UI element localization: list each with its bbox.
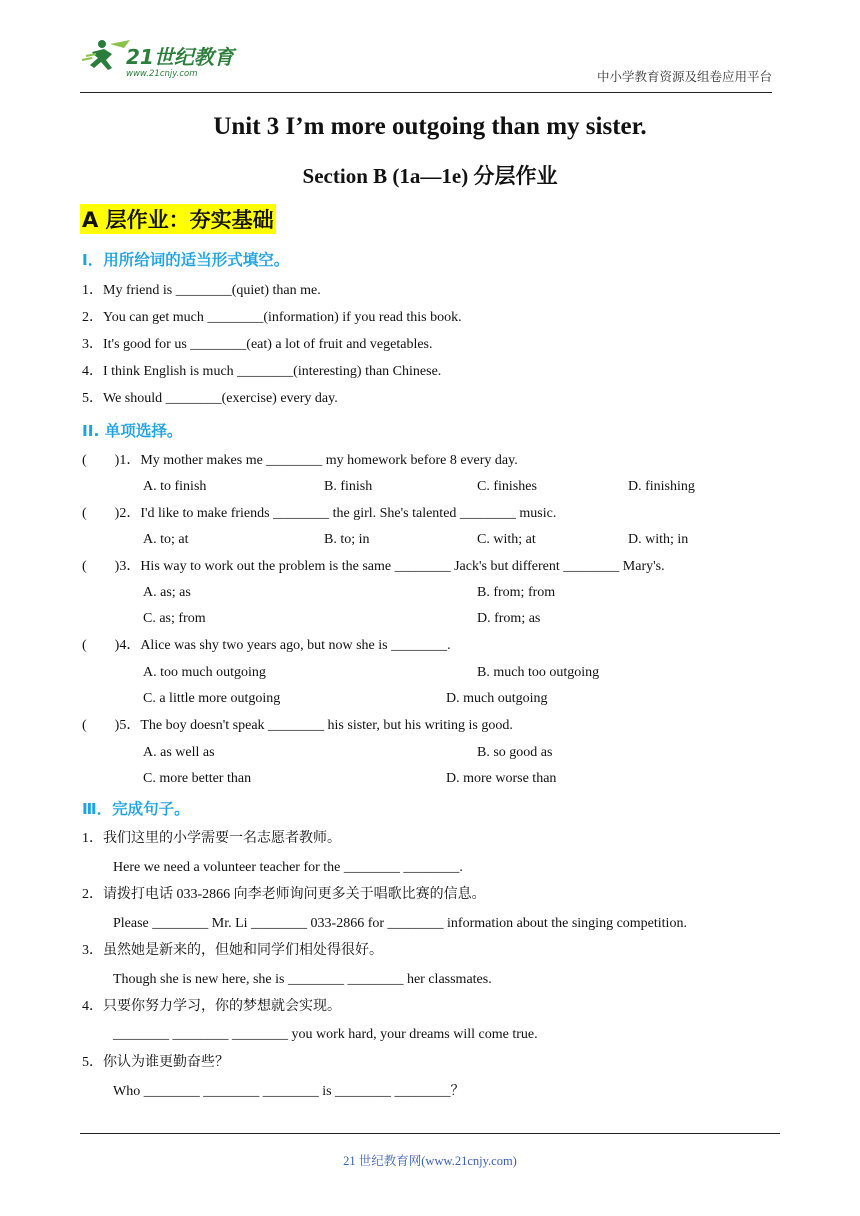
mc1-option-d: D. finishing: [628, 479, 695, 494]
fill-item-3: 3．It's good for us ________(eat) a lot of fruit and vegetables.: [82, 337, 433, 352]
mc3-option-b: B. from; from: [477, 585, 556, 600]
mc-question-2: ( )2．I'd like to make friends ________ the girl. She's talented ________ music.: [82, 506, 557, 521]
site-logo: [80, 36, 250, 80]
mc5-option-a: A. as well as: [143, 745, 215, 760]
mc1-option-a: A. to finish: [143, 479, 207, 494]
sentence-zh-2: 2．请拨打电话 033-2866 向李老师询问更多关于唱歌比赛的信息。: [82, 887, 486, 902]
page-subtitle: Section B (1a—1e) 分层作业: [302, 164, 558, 188]
fill-item-4: 4．I think English is much ________(interesting) than Chinese.: [82, 364, 442, 379]
mc4-option-c: C. a little more outgoing: [143, 691, 281, 706]
mc2-option-a: A. to; at: [143, 532, 189, 547]
sentence-en-1: Here we need a volunteer teacher for the ________ ________.: [113, 860, 463, 875]
platform-tagline: 中小学教育资源及组卷应用平台: [596, 69, 772, 84]
mc4-option-d: D. much outgoing: [446, 691, 548, 706]
mc5-option-d: D. more worse than: [446, 771, 557, 786]
sentence-zh-1: 1．我们这里的小学需要一名志愿者教师。: [82, 831, 341, 846]
mc3-option-d: D. from; as: [477, 611, 541, 626]
sentence-zh-5: 5．你认为谁更勤奋些？: [82, 1055, 229, 1070]
footer-divider: [80, 1133, 780, 1134]
mc2-option-d: D. with; in: [628, 532, 689, 547]
header-divider: [80, 92, 772, 93]
sentence-zh-4: 4．只要你努力学习，你的梦想就会实现。: [82, 999, 341, 1014]
mc4-option-a: A. too much outgoing: [143, 665, 266, 680]
svg-text:21世纪教育: 21世纪教育: [126, 45, 234, 69]
mc2-option-b: B. to; in: [324, 532, 370, 547]
svg-text:www.21cnjy.com: www.21cnjy.com: [126, 69, 198, 79]
sentence-en-5: Who ________ ________ ________ is ________ ________？: [113, 1084, 465, 1099]
layer-a-heading: A 层作业：夯实基础: [80, 204, 276, 234]
mc5-option-b: B. so good as: [477, 745, 553, 760]
page-title: Unit 3 I’m more outgoing than my sister.: [213, 113, 647, 140]
mc-question-4: ( )4．Alice was shy two years ago, but now she is ________.: [82, 638, 451, 653]
mc3-option-a: A. as; as: [143, 585, 191, 600]
mc-question-1: ( )1．My mother makes me ________ my homework before 8 every day.: [82, 453, 518, 468]
section2-heading: II. 单项选择。: [82, 422, 183, 440]
fill-item-2: 2．You can get much ________(information) if you read this book.: [82, 310, 462, 325]
mc-question-3: ( )3．His way to work out the problem is the same ________ Jack's but different ________ Mary's.: [82, 559, 665, 574]
mc5-option-c: C. more better than: [143, 771, 252, 786]
mc1-option-c: C. finishes: [477, 479, 537, 494]
mc4-option-b: B. much too outgoing: [477, 665, 600, 680]
sentence-zh-3: 3．虽然她是新来的，但她和同学们相处得很好。: [82, 943, 383, 958]
mc3-option-c: C. as; from: [143, 611, 206, 626]
mc2-option-c: C. with; at: [477, 532, 536, 547]
sentence-en-2: Please ________ Mr. Li ________ 033-2866 for ________ information about the singing competition.: [113, 916, 687, 931]
mc1-option-b: B. finish: [324, 479, 373, 494]
sentence-en-4: ________ ________ ________ you work hard, your dreams will come true.: [113, 1027, 538, 1042]
fill-item-1: 1．My friend is ________(quiet) than me.: [82, 283, 321, 298]
mc-question-5: ( )5．The boy doesn't speak ________ his sister, but his writing is good.: [82, 718, 513, 733]
runner-logo-icon: [80, 36, 250, 80]
section1-heading: Ⅰ．用所给词的适当形式填空。: [82, 251, 290, 269]
fill-item-5: 5．We should ________(exercise) every day.: [82, 391, 338, 406]
footer-link[interactable]: 21 世纪教育网(www.21cnjy.com): [343, 1154, 517, 1168]
sentence-en-3: Though she is new here, she is ________ ________ her classmates.: [113, 972, 492, 987]
section3-heading: Ⅲ．完成句子。: [82, 800, 190, 818]
